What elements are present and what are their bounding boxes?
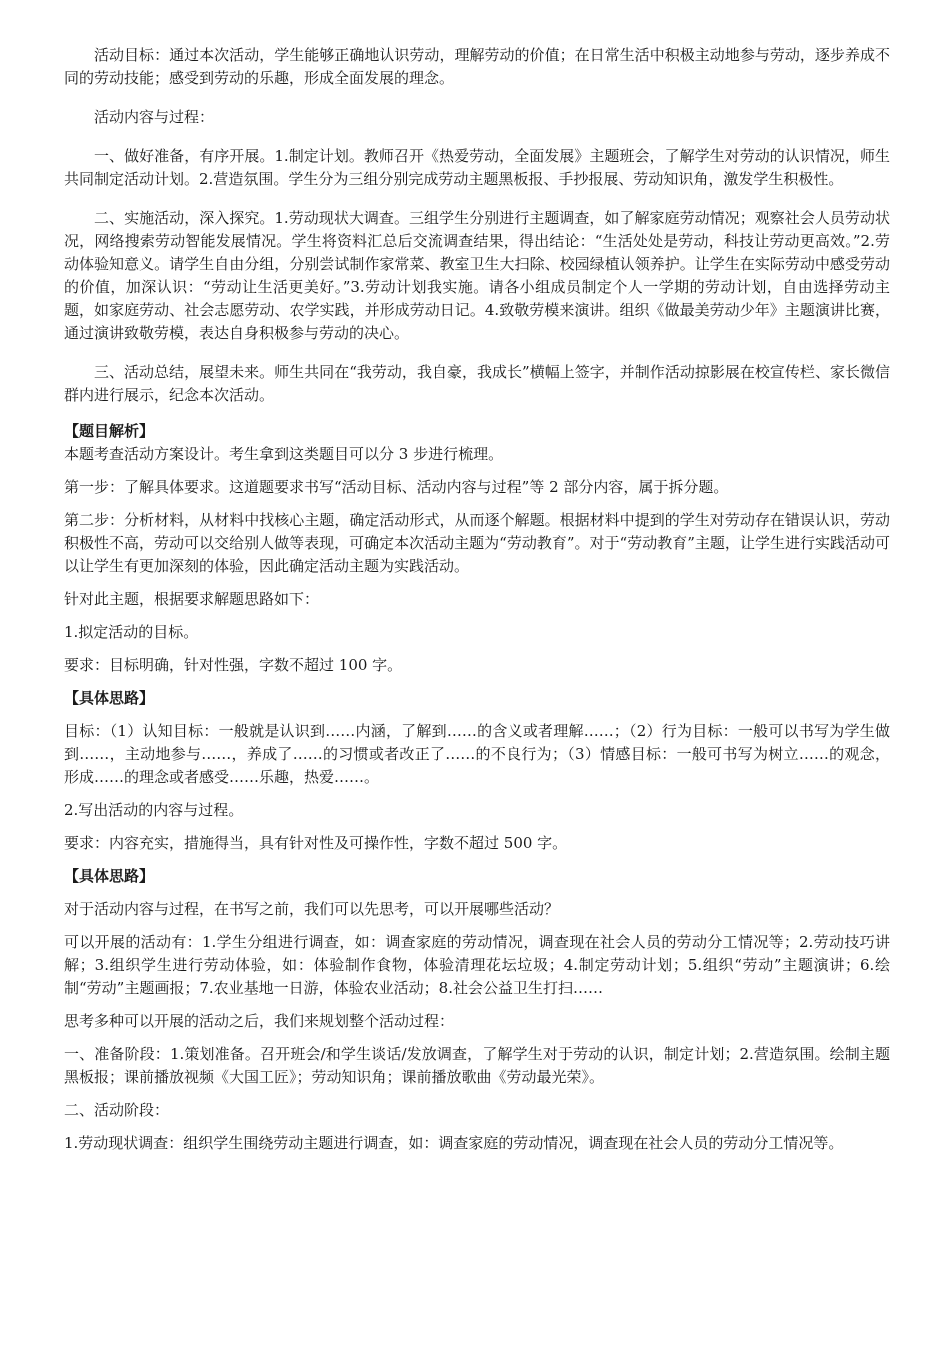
activity-step-2: 二、实施活动，深入探究。1.劳动现状大调查。三组学生分别进行主题调查，如了解家庭劳动情况；观察社会人员劳动状况，网络搜索劳动智能发展情况。学生将资料汇总后交流调查结果，得出结论：“生活处处是劳动，科技让劳动更高效。”2.劳动体验知意义。请学生自由分组，分别尝试制作家常菜、教室卫生大扫除、校园绿植认领养护。让学生在实际劳动中感受劳动的价值，加深认识：“劳动让生活更美好。”3.劳动计划我实施。请各小组成员制定个人一学期的劳动计划，自由选择劳动主题，如家庭劳动、社会志愿劳动、农学实践，并形成劳动日记。4.致敬劳模来演讲。组织《做最美劳动少年》主题演讲比赛，通过演讲致敬劳模，表达自身积极参与劳动的决心。 [64, 209, 890, 342]
idea-heading-1: 【具体思路】 [64, 689, 155, 707]
point-1-requirement: 要求：目标明确，针对性强，字数不超过 100 字。 [64, 656, 403, 674]
point-2-activity-list: 可以开展的活动有：1.学生分组进行调查，如：调查家庭的劳动情况，调查现在社会人员的劳动分工情况等；2.劳动技巧讲解；3.组织学生进行劳动体验，如：体验制作食物，体验清理花坛垃圾；4.制定劳动计划；5.组织“劳动”主题演讲；6.绘制“劳动”主题画报；7.农业基地一日游，体验农业活动；8.社会公益卫生打扫…… [64, 933, 890, 997]
activity-step-1: 一、做好准备，有序开展。1.制定计划。教师召开《热爱劳动，全面发展》主题班会，了解学生对劳动的认识情况，师生共同制定活动计划。2.营造氛围。学生分为三组分别完成劳动主题黑板报、手抄报展、劳动知识角，激发学生积极性。 [64, 147, 890, 188]
document-page [64, 44, 890, 1155]
activity-content-title: 活动内容与过程： [94, 108, 215, 126]
analysis-step-two: 第二步：分析材料，从材料中找核心主题，确定活动形式，从而逐个解题。根据材料中提到的学生对劳动存在错误认识，劳动积极性不高，劳动可以交给别人做等表现，可确定本次活动主题为“劳动教育”。对于“劳动教育”主题，让学生进行实践活动可以让学生有更加深刻的体验，因此确定活动主题为实践活动。 [64, 511, 890, 575]
idea-heading-2: 【具体思路】 [64, 867, 155, 885]
activity-step-3: 三、活动总结，展望未来。师生共同在“我劳动，我自豪，我成长”横幅上签字，并制作活动掠影展在校宣传栏、家长微信群内进行展示，纪念本次活动。 [64, 363, 890, 404]
point-2-plan: 思考多种可以开展的活动之后，我们来规划整个活动过程： [64, 1012, 455, 1030]
stage-2-title: 二、活动阶段： [64, 1101, 170, 1119]
stage-1-preparation: 一、准备阶段：1.策划准备。召开班会/和学生谈话/发放调查，了解学生对于劳动的认识，制定计划；2.营造氛围。绘制主题黑板报；课前播放视频《大国工匠》；劳动知识角；课前播放歌曲《劳动最光荣》。 [64, 1045, 890, 1086]
point-2-title: 2.写出活动的内容与过程。 [64, 801, 244, 819]
point-2-think: 对于活动内容与过程，在书写之前，我们可以先思考，可以开展哪些活动？ [64, 900, 560, 918]
activity-goal-paragraph: 活动目标：通过本次活动，学生能够正确地认识劳动，理解劳动的价值；在日常生活中积极主动地参与劳动，逐步养成不同的劳动技能；感受到劳动的乐趣，形成全面发展的理念。 [64, 46, 890, 87]
analysis-intro: 本题考查活动方案设计。考生拿到这类题目可以分 3 步进行梳理。 [64, 445, 504, 463]
point-1-idea: 目标：（1）认知目标：一般就是认识到……内涵，了解到……的含义或者理解……；（2）行为目标：一般可以书写为学生做到……，主动地参与……，养成了……的习惯或者改正了……的不良行为；（3）情感目标：一般可书写为树立……的观念，形成……的理念或者感受……乐趣，热爱……。 [64, 722, 890, 786]
point-1-title: 1.拟定活动的目标。 [64, 623, 199, 641]
analysis-heading: 【题目解析】 [64, 422, 155, 440]
stage-2-item-1: 1.劳动现状调查：组织学生围绕劳动主题进行调查，如：调查家庭的劳动情况，调查现在社会人员的劳动分工情况等。 [64, 1134, 844, 1152]
point-2-requirement: 要求：内容充实，措施得当，具有针对性及可操作性，字数不超过 500 字。 [64, 834, 568, 852]
analysis-theme-lead: 针对此主题，根据要求解题思路如下： [64, 590, 320, 608]
analysis-step-one: 第一步：了解具体要求。这道题要求书写“活动目标、活动内容与过程”等 2 部分内容，属于拆分题。 [64, 478, 729, 496]
